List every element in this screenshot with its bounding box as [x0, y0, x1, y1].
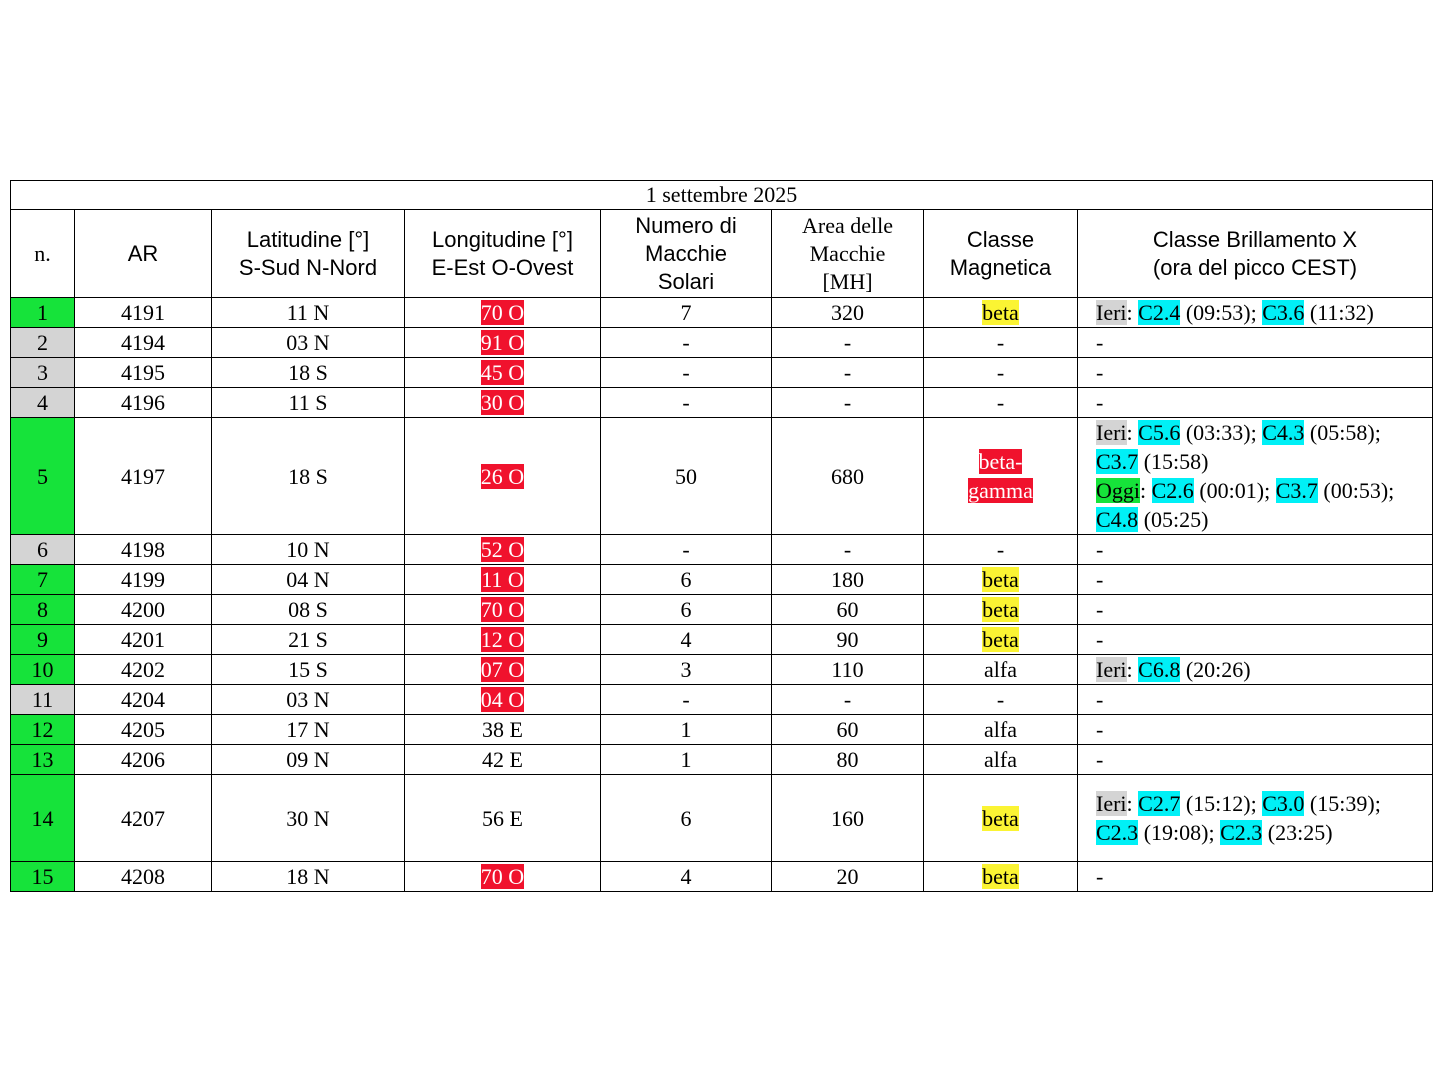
- header-magnetic-class: Classe Magnetica: [924, 210, 1078, 298]
- cell-longitude: [405, 388, 601, 418]
- cell-latitude: 09 N: [212, 745, 405, 775]
- flare-empty: -: [1096, 717, 1104, 742]
- cell-latitude: 17 N: [212, 715, 405, 745]
- cell-sunspot-area: 60: [772, 715, 924, 745]
- magnetic-class-value: -: [996, 330, 1005, 355]
- cell-sunspot-count: -: [601, 358, 772, 388]
- cell-sunspot-area: -: [772, 388, 924, 418]
- cell-ar: 4197: [75, 418, 212, 535]
- longitude-value: 70 O: [480, 864, 525, 889]
- cell-magnetic-class: [924, 298, 1078, 328]
- cell-n: 4: [11, 388, 75, 418]
- cell-longitude: [405, 862, 601, 892]
- header-ar: AR: [75, 210, 212, 298]
- longitude-value: 45 O: [480, 360, 525, 385]
- cell-sunspot-area: -: [772, 535, 924, 565]
- flare-peak-time: (15:39): [1309, 791, 1375, 816]
- flare-peak-time: (00:53): [1323, 478, 1389, 503]
- cell-ar: 4198: [75, 535, 212, 565]
- flare-empty: -: [1096, 627, 1104, 652]
- cell-sunspot-area: 320: [772, 298, 924, 328]
- table-row: [11, 328, 1433, 358]
- longitude-value: 11 O: [481, 567, 524, 592]
- cell-n: 2: [11, 328, 75, 358]
- cell-sunspot-area: -: [772, 358, 924, 388]
- flare-class-badge: C4.8: [1096, 507, 1139, 532]
- cell-flare-class: [1078, 862, 1433, 892]
- cell-flare-class: [1078, 595, 1433, 625]
- table-row: [11, 862, 1433, 892]
- flare-class-badge: C2.3: [1096, 820, 1139, 845]
- cell-magnetic-class: [924, 535, 1078, 565]
- table-row: [11, 745, 1433, 775]
- longitude-value: 30 O: [480, 390, 525, 415]
- flare-peak-time: (03:33): [1185, 420, 1251, 445]
- flare-empty: -: [1096, 360, 1104, 385]
- cell-longitude: [405, 775, 601, 862]
- flare-class-badge: C2.6: [1151, 478, 1194, 503]
- cell-n: 10: [11, 655, 75, 685]
- table-row: [11, 625, 1433, 655]
- cell-latitude: 11 N: [212, 298, 405, 328]
- cell-n: 1: [11, 298, 75, 328]
- cell-n: 15: [11, 862, 75, 892]
- flare-peak-time: (11:32): [1309, 300, 1374, 325]
- cell-n: 5: [11, 418, 75, 535]
- longitude-value: 70 O: [480, 300, 525, 325]
- cell-magnetic-class: [924, 745, 1078, 775]
- cell-ar: 4196: [75, 388, 212, 418]
- cell-flare-class: [1078, 328, 1433, 358]
- cell-n: 7: [11, 565, 75, 595]
- longitude-value: 56 E: [482, 805, 523, 831]
- longitude-value: 07 O: [480, 657, 525, 682]
- cell-flare-class: [1078, 565, 1433, 595]
- table-body: [11, 298, 1433, 892]
- cell-ar: 4204: [75, 685, 212, 715]
- cell-sunspot-count: 1: [601, 715, 772, 745]
- cell-magnetic-class: [924, 862, 1078, 892]
- flare-day-label: Ieri: [1096, 791, 1127, 816]
- cell-flare-class: Ieri: C5.6 (03:33); C4.3 (05:58); C3.7 (15:58) Oggi: C2.6 (00:01); C3.7 (00:53); C4.8 (05:25): [1078, 418, 1433, 535]
- cell-n: 13: [11, 745, 75, 775]
- magnetic-class-value: beta: [982, 864, 1019, 889]
- magnetic-class-value: -: [996, 537, 1005, 562]
- cell-ar: 4200: [75, 595, 212, 625]
- cell-sunspot-count: 1: [601, 745, 772, 775]
- magnetic-class-value: -: [996, 390, 1005, 415]
- cell-longitude: [405, 595, 601, 625]
- cell-latitude: 03 N: [212, 685, 405, 715]
- cell-latitude: 11 S: [212, 388, 405, 418]
- cell-n: 8: [11, 595, 75, 625]
- cell-latitude: 15 S: [212, 655, 405, 685]
- longitude-value: 04 O: [480, 687, 525, 712]
- table-row: [11, 595, 1433, 625]
- cell-longitude: [405, 358, 601, 388]
- cell-flare-class: [1078, 358, 1433, 388]
- flare-class-badge: C4.3: [1262, 420, 1305, 445]
- cell-flare-class: Ieri: C2.4 (09:53); C3.6 (11:32): [1078, 298, 1433, 328]
- cell-longitude: [405, 685, 601, 715]
- flare-class-badge: C2.3: [1220, 820, 1263, 845]
- cell-sunspot-count: -: [601, 535, 772, 565]
- table-row: [11, 775, 1433, 862]
- flare-peak-time: (19:08): [1143, 820, 1209, 845]
- cell-ar: 4208: [75, 862, 212, 892]
- flare-class-badge: C2.7: [1138, 791, 1181, 816]
- flare-class-badge: C2.4: [1138, 300, 1181, 325]
- cell-ar: 4201: [75, 625, 212, 655]
- flare-empty: -: [1096, 567, 1104, 592]
- cell-latitude: 30 N: [212, 775, 405, 862]
- cell-flare-class: Ieri: C6.8 (20:26): [1078, 655, 1433, 685]
- flare-peak-time: (05:25): [1143, 507, 1209, 532]
- magnetic-class-value: alfa: [984, 747, 1017, 772]
- cell-sunspot-count: 4: [601, 862, 772, 892]
- cell-flare-class: [1078, 685, 1433, 715]
- cell-latitude: 08 S: [212, 595, 405, 625]
- flare-class-badge: C3.7: [1275, 478, 1318, 503]
- flare-peak-time: (20:26): [1185, 657, 1251, 682]
- table-row: [11, 358, 1433, 388]
- cell-ar: 4202: [75, 655, 212, 685]
- cell-n: 9: [11, 625, 75, 655]
- longitude-value: 70 O: [480, 597, 525, 622]
- cell-sunspot-count: 50: [601, 418, 772, 535]
- header-longitude: Longitudine [°] E-Est O-Ovest: [405, 210, 601, 298]
- cell-sunspot-count: 6: [601, 775, 772, 862]
- cell-latitude: 18 S: [212, 358, 405, 388]
- table-row: [11, 298, 1433, 328]
- cell-sunspot-count: 3: [601, 655, 772, 685]
- active-regions-table: [10, 180, 1433, 892]
- cell-flare-class: [1078, 535, 1433, 565]
- header-sunspot-area: Area delle Macchie [MH]: [772, 210, 924, 298]
- flare-peak-time: (00:01): [1199, 478, 1265, 503]
- cell-latitude: 18 N: [212, 862, 405, 892]
- table-row: [11, 655, 1433, 685]
- cell-magnetic-class: [924, 595, 1078, 625]
- table-title: 1 settembre 2025: [11, 181, 1433, 210]
- cell-sunspot-area: 20: [772, 862, 924, 892]
- cell-sunspot-area: -: [772, 328, 924, 358]
- cell-latitude: 21 S: [212, 625, 405, 655]
- header-flare-class: Classe Brillamento X (ora del picco CEST): [1078, 210, 1433, 298]
- cell-ar: 4195: [75, 358, 212, 388]
- table-row: [11, 418, 1433, 535]
- cell-n: 6: [11, 535, 75, 565]
- flare-class-badge: C6.8: [1138, 657, 1181, 682]
- cell-flare-class: [1078, 625, 1433, 655]
- cell-ar: 4199: [75, 565, 212, 595]
- magnetic-class-value: beta: [982, 300, 1019, 325]
- cell-magnetic-class: [924, 358, 1078, 388]
- magnetic-class-value: alfa: [984, 717, 1017, 742]
- cell-sunspot-area: -: [772, 685, 924, 715]
- cell-sunspot-area: 60: [772, 595, 924, 625]
- flare-empty: -: [1096, 687, 1104, 712]
- cell-magnetic-class: [924, 655, 1078, 685]
- cell-sunspot-area: 160: [772, 775, 924, 862]
- magnetic-class-value: -: [996, 360, 1005, 385]
- flare-day-label: Ieri: [1096, 300, 1127, 325]
- flare-peak-time: (23:25): [1267, 820, 1333, 845]
- cell-sunspot-count: -: [601, 685, 772, 715]
- cell-longitude: [405, 625, 601, 655]
- cell-longitude: [405, 328, 601, 358]
- longitude-value: 52 O: [480, 537, 525, 562]
- cell-n: 14: [11, 775, 75, 862]
- cell-sunspot-area: 180: [772, 565, 924, 595]
- flare-class-badge: C5.6: [1138, 420, 1181, 445]
- cell-latitude: 18 S: [212, 418, 405, 535]
- cell-sunspot-count: 7: [601, 298, 772, 328]
- cell-flare-class: Ieri: C2.7 (15:12); C3.0 (15:39); C2.3 (19:08); C2.3 (23:25): [1078, 775, 1433, 862]
- cell-magnetic-class: [924, 388, 1078, 418]
- table-row: [11, 535, 1433, 565]
- longitude-value: 91 O: [480, 330, 525, 355]
- flare-class-badge: C3.7: [1096, 449, 1139, 474]
- magnetic-class-value: beta: [982, 597, 1019, 622]
- header-latitude: Latitudine [°] S-Sud N-Nord: [212, 210, 405, 298]
- magnetic-class-value: beta: [982, 805, 1019, 831]
- cell-latitude: 10 N: [212, 535, 405, 565]
- cell-flare-class: [1078, 715, 1433, 745]
- cell-ar: 4194: [75, 328, 212, 358]
- flare-empty: -: [1096, 537, 1104, 562]
- cell-longitude: [405, 535, 601, 565]
- header-row: [11, 210, 1433, 298]
- cell-magnetic-class: [924, 685, 1078, 715]
- cell-sunspot-count: 4: [601, 625, 772, 655]
- table-row: [11, 685, 1433, 715]
- cell-sunspot-count: -: [601, 388, 772, 418]
- cell-longitude: [405, 655, 601, 685]
- cell-longitude: [405, 298, 601, 328]
- flare-peak-time: (15:12): [1185, 791, 1251, 816]
- cell-ar: 4207: [75, 775, 212, 862]
- cell-sunspot-area: 80: [772, 745, 924, 775]
- cell-sunspot-count: 6: [601, 565, 772, 595]
- flare-class-badge: C3.6: [1262, 300, 1305, 325]
- cell-latitude: 04 N: [212, 565, 405, 595]
- cell-sunspot-count: 6: [601, 595, 772, 625]
- header-n: n.: [11, 210, 75, 298]
- cell-magnetic-class: [924, 625, 1078, 655]
- cell-magnetic-class: [924, 418, 1078, 535]
- flare-empty: -: [1096, 597, 1104, 622]
- cell-sunspot-count: -: [601, 328, 772, 358]
- flare-empty: -: [1096, 747, 1104, 772]
- cell-latitude: 03 N: [212, 328, 405, 358]
- magnetic-class-value: alfa: [984, 657, 1017, 682]
- cell-sunspot-area: 680: [772, 418, 924, 535]
- flare-peak-time: (05:58): [1309, 420, 1375, 445]
- longitude-value: 12 O: [480, 627, 525, 652]
- cell-longitude: [405, 565, 601, 595]
- flare-empty: -: [1096, 330, 1104, 355]
- longitude-value: 26 O: [480, 463, 525, 489]
- cell-sunspot-area: 110: [772, 655, 924, 685]
- longitude-value: 42 E: [482, 747, 523, 772]
- flare-peak-time: (15:58): [1143, 449, 1209, 474]
- cell-sunspot-area: 90: [772, 625, 924, 655]
- cell-ar: 4205: [75, 715, 212, 745]
- cell-magnetic-class: [924, 775, 1078, 862]
- table-row: [11, 565, 1433, 595]
- cell-longitude: [405, 745, 601, 775]
- cell-ar: 4206: [75, 745, 212, 775]
- flare-day-label: Ieri: [1096, 420, 1127, 445]
- magnetic-class-value: beta- gamma: [968, 449, 1033, 503]
- table-row: [11, 715, 1433, 745]
- header-sunspot-count: Numero di Macchie Solari: [601, 210, 772, 298]
- cell-magnetic-class: [924, 715, 1078, 745]
- longitude-value: 38 E: [482, 717, 523, 742]
- table-row: [11, 388, 1433, 418]
- magnetic-class-value: -: [996, 687, 1005, 712]
- cell-n: 11: [11, 685, 75, 715]
- cell-flare-class: [1078, 745, 1433, 775]
- flare-empty: -: [1096, 864, 1104, 889]
- flare-class-badge: C3.0: [1262, 791, 1305, 816]
- magnetic-class-value: beta: [982, 627, 1019, 652]
- flare-day-label: Oggi: [1096, 478, 1140, 503]
- cell-longitude: [405, 715, 601, 745]
- flare-peak-time: (09:53): [1185, 300, 1251, 325]
- cell-flare-class: [1078, 388, 1433, 418]
- flare-day-label: Ieri: [1096, 657, 1127, 682]
- cell-n: 3: [11, 358, 75, 388]
- flare-empty: -: [1096, 390, 1104, 415]
- cell-n: 12: [11, 715, 75, 745]
- cell-longitude: [405, 418, 601, 535]
- cell-ar: 4191: [75, 298, 212, 328]
- magnetic-class-value: beta: [982, 567, 1019, 592]
- cell-magnetic-class: [924, 565, 1078, 595]
- cell-magnetic-class: [924, 328, 1078, 358]
